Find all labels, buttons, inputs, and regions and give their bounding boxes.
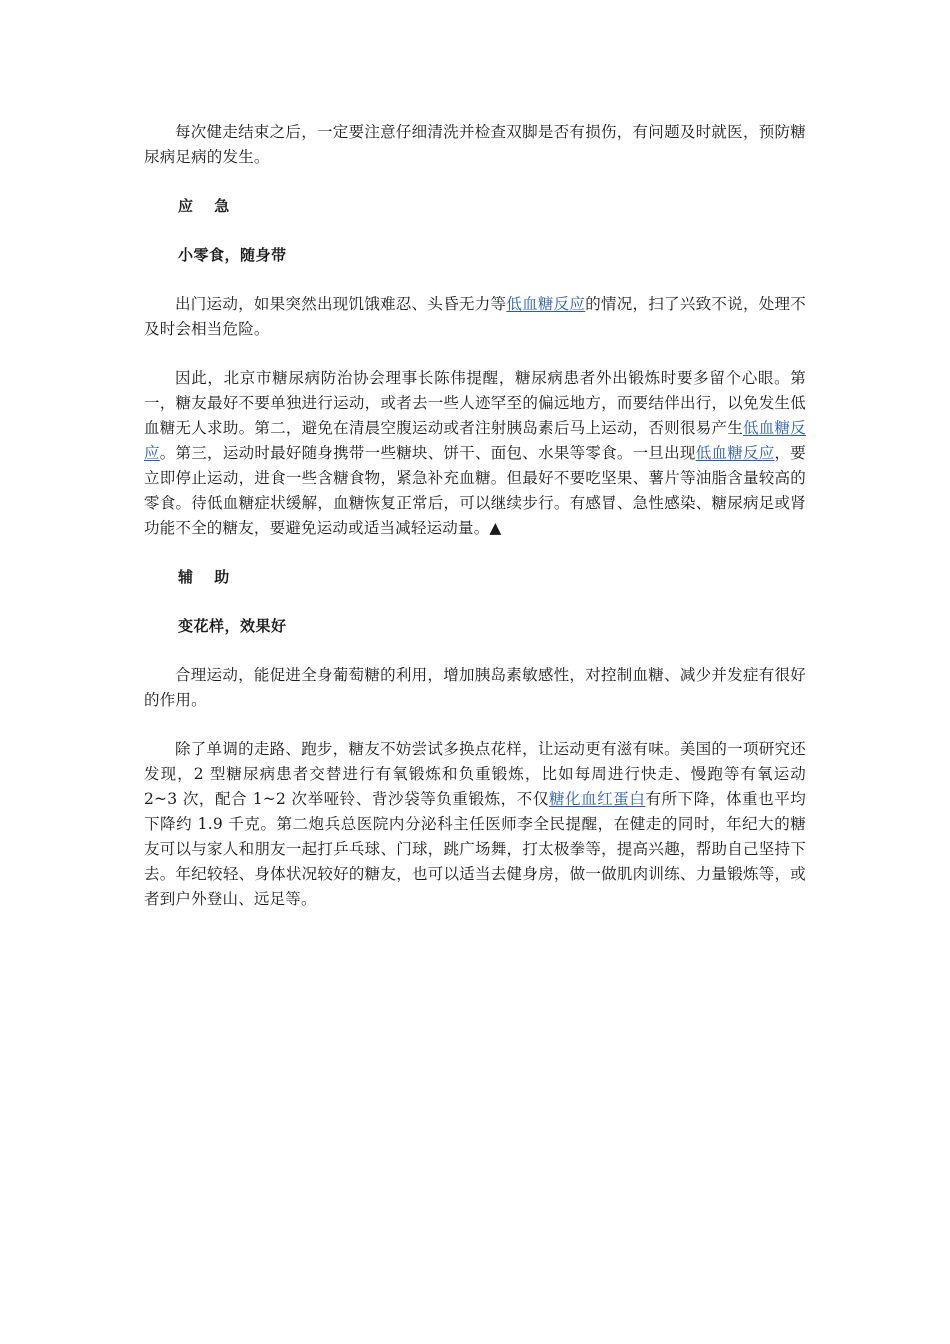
paragraph-text: 合理运动，能促进全身葡萄糖的利用，增加胰岛素敏感性，对控制血糖、减少并发症有很好的作用。 bbox=[144, 666, 806, 709]
section-heading-assist: 辅 助 bbox=[178, 568, 238, 586]
paragraph-foot-care bbox=[144, 120, 806, 170]
section-heading-emergency: 应 急 bbox=[178, 197, 238, 215]
paragraph-hypoglycemia-risk bbox=[144, 292, 806, 342]
paragraph-exercise-variety bbox=[144, 737, 806, 912]
paragraph-exercise-benefits bbox=[144, 663, 806, 713]
article-body bbox=[144, 120, 806, 936]
subheading-snack: 小零食，随身带 bbox=[178, 246, 287, 264]
hypoglycemia-reaction-link[interactable]: 低血糖反应 bbox=[144, 419, 806, 462]
paragraph-text: 每次健走结束之后，一定要注意仔细清洗并检查双脚是否有损伤，有问题及时就医，预防糖尿病足病的发生。 bbox=[144, 123, 806, 166]
hypoglycemia-reaction-link[interactable]: 低血糖反应 bbox=[695, 444, 775, 462]
paragraph-text: ，要立即停止运动，进食一些含糖食物，紧急补充血糖。但最好不要吃坚果、薯片等油脂含量较高的零食。待低血糖症状缓解，血糖恢复正常后，可以继续步行。有感冒、急性感染、糖尿病足或肾功能不全的糖友，要避免运动或适当减轻运动量。▲ bbox=[144, 444, 806, 537]
glycated-hemoglobin-link[interactable]: 糖化血红蛋白 bbox=[548, 790, 646, 808]
paragraph-text: 。第三，运动时最好随身携带一些糖块、饼干、面包、水果等零食。一旦出现 bbox=[159, 444, 696, 462]
paragraph-text: 出门运动，如果突然出现饥饿难忍、头昏无力等 bbox=[175, 295, 507, 313]
paragraph-text: 的情况，扫了兴致不说，处理不及时会相当危险。 bbox=[144, 295, 806, 338]
paragraph-text: 因此，北京市糖尿病防治协会理事长陈伟提醒，糖尿病患者外出锻炼时要多留个心眼。第一，糖友最好不要单独进行运动，或者去一些人迹罕至的偏远地方，而要结伴出行，以免发生低血糖无人求助。第二，避免在清晨空腹运动或者注射胰岛素后马上运动，否则很易产生 bbox=[144, 369, 806, 437]
paragraph-exercise-advice bbox=[144, 366, 806, 541]
subheading-variety: 变花样，效果好 bbox=[178, 617, 287, 635]
hypoglycemia-reaction-link[interactable]: 低血糖反应 bbox=[506, 295, 586, 313]
paragraph-text: 除了单调的走路、跑步，糖友不妨尝试多换点花样，让运动更有滋有味。美国的一项研究还发现，2 型糖尿病患者交替进行有氧锻炼和负重锻炼，比如每周进行快走、慢跑等有氧运动 2~3 次，配合 1~2 次举哑铃、背沙袋等负重锻炼，不仅 bbox=[144, 740, 806, 808]
paragraph-text: 有所下降，体重也平均下降约 1.9 千克。第二炮兵总医院内分泌科主任医师李全民提醒，在健走的同时，年纪大的糖友可以与家人和朋友一起打乒乓球、门球，跳广场舞，打太极拳等，提高兴趣，帮助自己坚持下去。年纪较轻、身体状况较好的糖友，也可以适当去健身房，做一做肌肉训练、力量锻炼等，或者到户外登山、远足等。 bbox=[144, 790, 806, 908]
